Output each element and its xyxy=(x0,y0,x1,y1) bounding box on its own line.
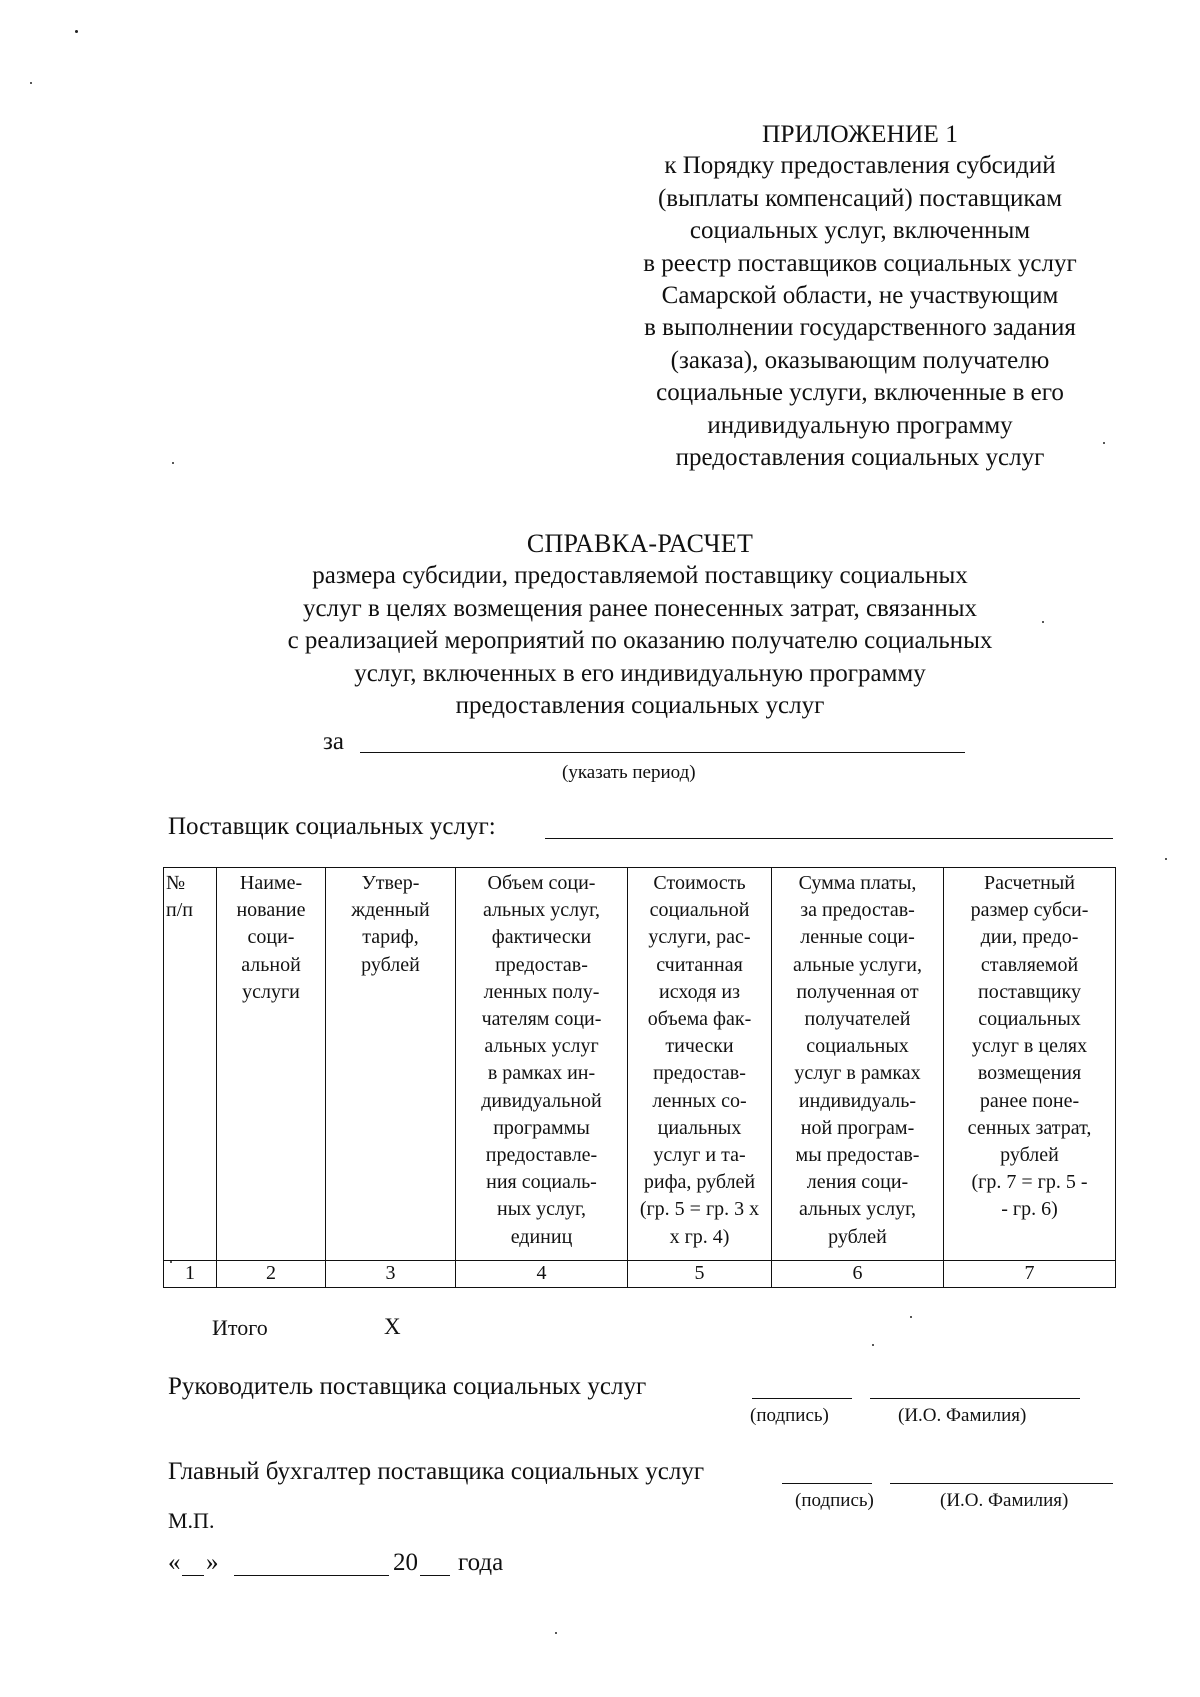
totals-mark: Х xyxy=(384,1314,401,1339)
appendix-line: (заказа), оказывающим получателю xyxy=(670,346,1050,374)
table-header-row xyxy=(164,868,1116,1261)
appendix-line: (выплаты компенсаций) поставщикам xyxy=(657,184,1063,212)
header-line: - гр. 6) xyxy=(1001,1198,1058,1221)
header-line: предостав- xyxy=(495,953,588,976)
header-line: услуг в рамках xyxy=(794,1062,921,1085)
header-line: п/п xyxy=(166,899,193,922)
header-line: чателям соци- xyxy=(481,1008,602,1031)
header-line: в рамках ин- xyxy=(487,1062,596,1085)
scan-speck xyxy=(1165,858,1167,860)
subtitle-line: услуг в целях возмещения ранее понесенных затрат, связанных xyxy=(302,594,978,622)
column-number: 6 xyxy=(772,1261,944,1288)
appendix-block xyxy=(605,118,1115,474)
header-line: возмещения xyxy=(977,1062,1082,1085)
period-prefix: за xyxy=(323,728,344,755)
date-open-quote: « xyxy=(168,1549,181,1576)
column-number: 3 xyxy=(326,1261,456,1288)
head-signature-caption: (подпись) xyxy=(750,1405,829,1426)
header-line: альных услуг, xyxy=(482,899,601,922)
head-name-line[interactable] xyxy=(870,1398,1080,1399)
header-line: (гр. 5 = гр. 3 х xyxy=(639,1198,760,1221)
header-line: жденный xyxy=(351,899,430,922)
accountant-name-caption: (И.О. Фамилия) xyxy=(940,1490,1069,1511)
scan-speck xyxy=(1042,621,1044,623)
header-line: сенных затрат, xyxy=(967,1116,1092,1139)
appendix-line: в реестр поставщиков социальных услуг xyxy=(643,249,1077,277)
header-cell xyxy=(217,868,326,1261)
date-close-quote: » xyxy=(206,1549,219,1576)
header-line: Расчетный xyxy=(984,872,1075,894)
appendix-line: социальных услуг, включенным xyxy=(689,217,1031,245)
header-line: ленные соци- xyxy=(800,926,915,949)
date-month-line[interactable] xyxy=(234,1575,389,1576)
header-line: услуг и та- xyxy=(653,1144,746,1167)
document-title: СПРАВКА-РАСЧЕТ xyxy=(526,529,754,558)
header-line: Наиме- xyxy=(239,872,303,894)
stamp-mark: М.П. xyxy=(168,1508,215,1533)
header-line: рублей xyxy=(1000,1144,1059,1167)
header-line: тически xyxy=(665,1035,734,1058)
header-line: циальных xyxy=(657,1116,742,1139)
period-field-line[interactable] xyxy=(360,752,965,753)
subtitle-line: размера субсидии, предоставляемой поставщику социальных xyxy=(312,562,968,590)
header-line: услуги, рас- xyxy=(648,926,751,949)
header-line: мы предостав- xyxy=(795,1144,920,1167)
scan-speck xyxy=(30,82,32,84)
header-line: фактически xyxy=(491,926,592,949)
date-day-line[interactable] xyxy=(182,1575,204,1576)
column-number: 1 xyxy=(164,1261,217,1288)
header-line: соци- xyxy=(247,926,295,949)
header-line: социальных xyxy=(978,1008,1081,1031)
head-name-caption: (И.О. Фамилия) xyxy=(898,1405,1027,1426)
date-year-suffix: года xyxy=(458,1549,504,1576)
scan-speck xyxy=(170,1261,172,1263)
header-line: ния социаль- xyxy=(486,1171,597,1194)
header-line: альных услуг, xyxy=(798,1198,917,1221)
calculation-table xyxy=(163,867,1116,1288)
scan-speck xyxy=(172,462,174,464)
header-line: тариф, xyxy=(362,926,419,949)
appendix-line: к Порядку предоставления субсидий xyxy=(664,152,1056,180)
header-line: Объем соци- xyxy=(487,872,596,894)
date-year-prefix: 20 xyxy=(393,1549,418,1576)
head-signature-line[interactable] xyxy=(752,1398,852,1399)
header-line: дивидуальной xyxy=(481,1089,602,1112)
provider-field-line[interactable] xyxy=(545,838,1113,839)
header-line: социальной xyxy=(649,899,750,922)
header-line: ленных полу- xyxy=(483,980,600,1003)
header-line: дии, предо- xyxy=(980,926,1079,949)
header-line: социальных xyxy=(806,1035,909,1058)
header-line: рифа, рублей xyxy=(643,1171,756,1194)
header-line: программы xyxy=(493,1116,590,1139)
header-line: Сумма платы, xyxy=(798,872,917,894)
appendix-line: социальные услуги, включенные в его xyxy=(656,379,1064,407)
column-number: 4 xyxy=(456,1261,628,1288)
column-number: 5 xyxy=(628,1261,772,1288)
header-line: считанная xyxy=(656,953,743,976)
header-line: Утвер- xyxy=(361,872,420,894)
header-cell xyxy=(326,868,456,1261)
header-line: альные услуги, xyxy=(793,953,922,976)
table-number-row xyxy=(164,1261,1116,1288)
header-line: № xyxy=(166,872,186,894)
provider-label: Поставщик социальных услуг: xyxy=(168,813,496,840)
accountant-name-line[interactable] xyxy=(890,1483,1113,1484)
header-line: исходя из xyxy=(659,980,740,1003)
header-cell xyxy=(772,868,944,1261)
header-cell xyxy=(628,868,772,1261)
header-line: ленных со- xyxy=(652,1089,747,1112)
header-line: ления соци- xyxy=(806,1171,909,1194)
scan-speck xyxy=(1103,442,1105,444)
column-number: 7 xyxy=(944,1261,1116,1288)
column-number: 2 xyxy=(217,1261,326,1288)
header-line: нование xyxy=(236,899,306,922)
header-line: услуг в целях xyxy=(971,1035,1088,1058)
header-line: размер субси- xyxy=(970,899,1089,922)
appendix-line: Самарской области, не участвующим xyxy=(661,282,1059,310)
header-line: альных услуг xyxy=(484,1035,599,1058)
subtitle-line: услуг, включенных в его индивидуальную программу xyxy=(354,659,926,687)
subtitle-line: предоставления социальных услуг xyxy=(455,692,825,720)
header-line: рублей xyxy=(828,1225,887,1248)
header-line: альной xyxy=(241,953,301,976)
header-line: ранее поне- xyxy=(979,1089,1080,1112)
appendix-line: индивидуальную программу xyxy=(707,411,1013,439)
period-caption: (указать период) xyxy=(562,762,696,783)
header-line: получателей xyxy=(804,1008,911,1031)
header-line: полученная от xyxy=(796,980,919,1003)
header-line: рублей xyxy=(361,953,420,976)
header-line: х гр. 4) xyxy=(669,1225,730,1248)
header-line: единиц xyxy=(510,1225,573,1248)
totals-label: Итого xyxy=(212,1315,268,1340)
scan-speck xyxy=(872,1344,874,1346)
accountant-signature-caption: (подпись) xyxy=(795,1490,874,1511)
appendix-line: в выполнении государственного задания xyxy=(644,314,1076,342)
header-line: объема фак- xyxy=(647,1008,752,1031)
scan-speck xyxy=(555,1632,557,1634)
scan-speck xyxy=(75,30,78,33)
header-line: ной програм- xyxy=(800,1116,915,1139)
appendix-line: предоставления социальных услуг xyxy=(675,444,1045,472)
header-line: ставляемой xyxy=(980,953,1079,976)
header-cell xyxy=(164,868,217,1261)
accountant-signature-label: Главный бухгалтер поставщика социальных услуг xyxy=(168,1458,705,1485)
header-line: Стоимость xyxy=(653,872,746,894)
header-line: (гр. 7 = гр. 5 - xyxy=(971,1171,1088,1194)
header-line: услуги xyxy=(242,980,300,1003)
header-line: ных услуг, xyxy=(497,1198,586,1221)
date-year-line[interactable] xyxy=(420,1575,450,1576)
appendix-title: ПРИЛОЖЕНИЕ 1 xyxy=(761,119,959,148)
subtitle-line: с реализацией мероприятий по оказанию получателю социальных xyxy=(287,627,993,655)
document-title-block xyxy=(200,528,1080,722)
header-line: предостав- xyxy=(653,1062,746,1085)
accountant-signature-line[interactable] xyxy=(782,1483,872,1484)
header-cell xyxy=(456,868,628,1261)
header-cell xyxy=(944,868,1116,1261)
head-signature-label: Руководитель поставщика социальных услуг xyxy=(168,1373,647,1400)
scan-speck xyxy=(910,1316,912,1318)
header-line: предоставле- xyxy=(485,1144,598,1167)
header-line: поставщику xyxy=(978,980,1081,1003)
header-line: за предостав- xyxy=(800,899,915,922)
header-line: индивидуаль- xyxy=(798,1089,917,1112)
